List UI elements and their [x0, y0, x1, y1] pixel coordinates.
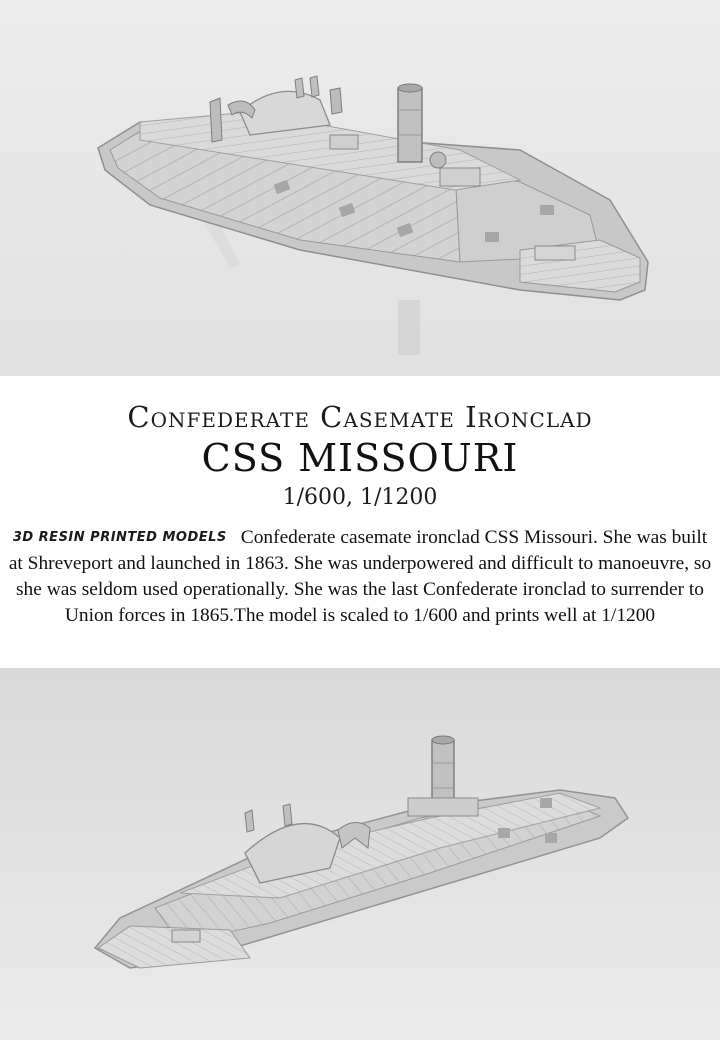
scale-label: 1/600, 1/1200 [282, 485, 438, 510]
page-subtitle: Confederate Casemate Ironclad [127, 400, 593, 434]
gunport [545, 833, 557, 843]
model-render-bottom [0, 668, 720, 1040]
gunport [498, 828, 510, 838]
hatch [330, 135, 358, 149]
gunport [540, 798, 552, 808]
page-title: CSS MISSOURI [201, 436, 519, 480]
ventilator-right [330, 88, 342, 114]
bow-hatch-2 [535, 246, 575, 260]
description-paragraph [6, 525, 714, 629]
ironclad-model-bottom-view [0, 668, 720, 1040]
bow-hatch [440, 168, 480, 186]
funnel [398, 88, 422, 162]
brand-label: 3D RESIN PRINTED MODELS [12, 530, 227, 545]
bow-hatch [172, 930, 200, 942]
description-text: Confederate casemate ironclad CSS Missouri. She was built at Shreveport and launched in 1863. She was underpowered and difficult to manoeuvre, so she was seldom used operationally. She was the last Confederate ironclad to surrender to Union forces in 1865.The model is scaled to 1/600 and prints well at 1/1200 [8, 527, 712, 626]
gunport [540, 205, 554, 215]
model-render-top [0, 0, 720, 376]
info-panel [0, 376, 720, 668]
gunport [485, 232, 499, 242]
funnel-base [408, 798, 478, 816]
ironclad-model-top-view [0, 0, 720, 376]
